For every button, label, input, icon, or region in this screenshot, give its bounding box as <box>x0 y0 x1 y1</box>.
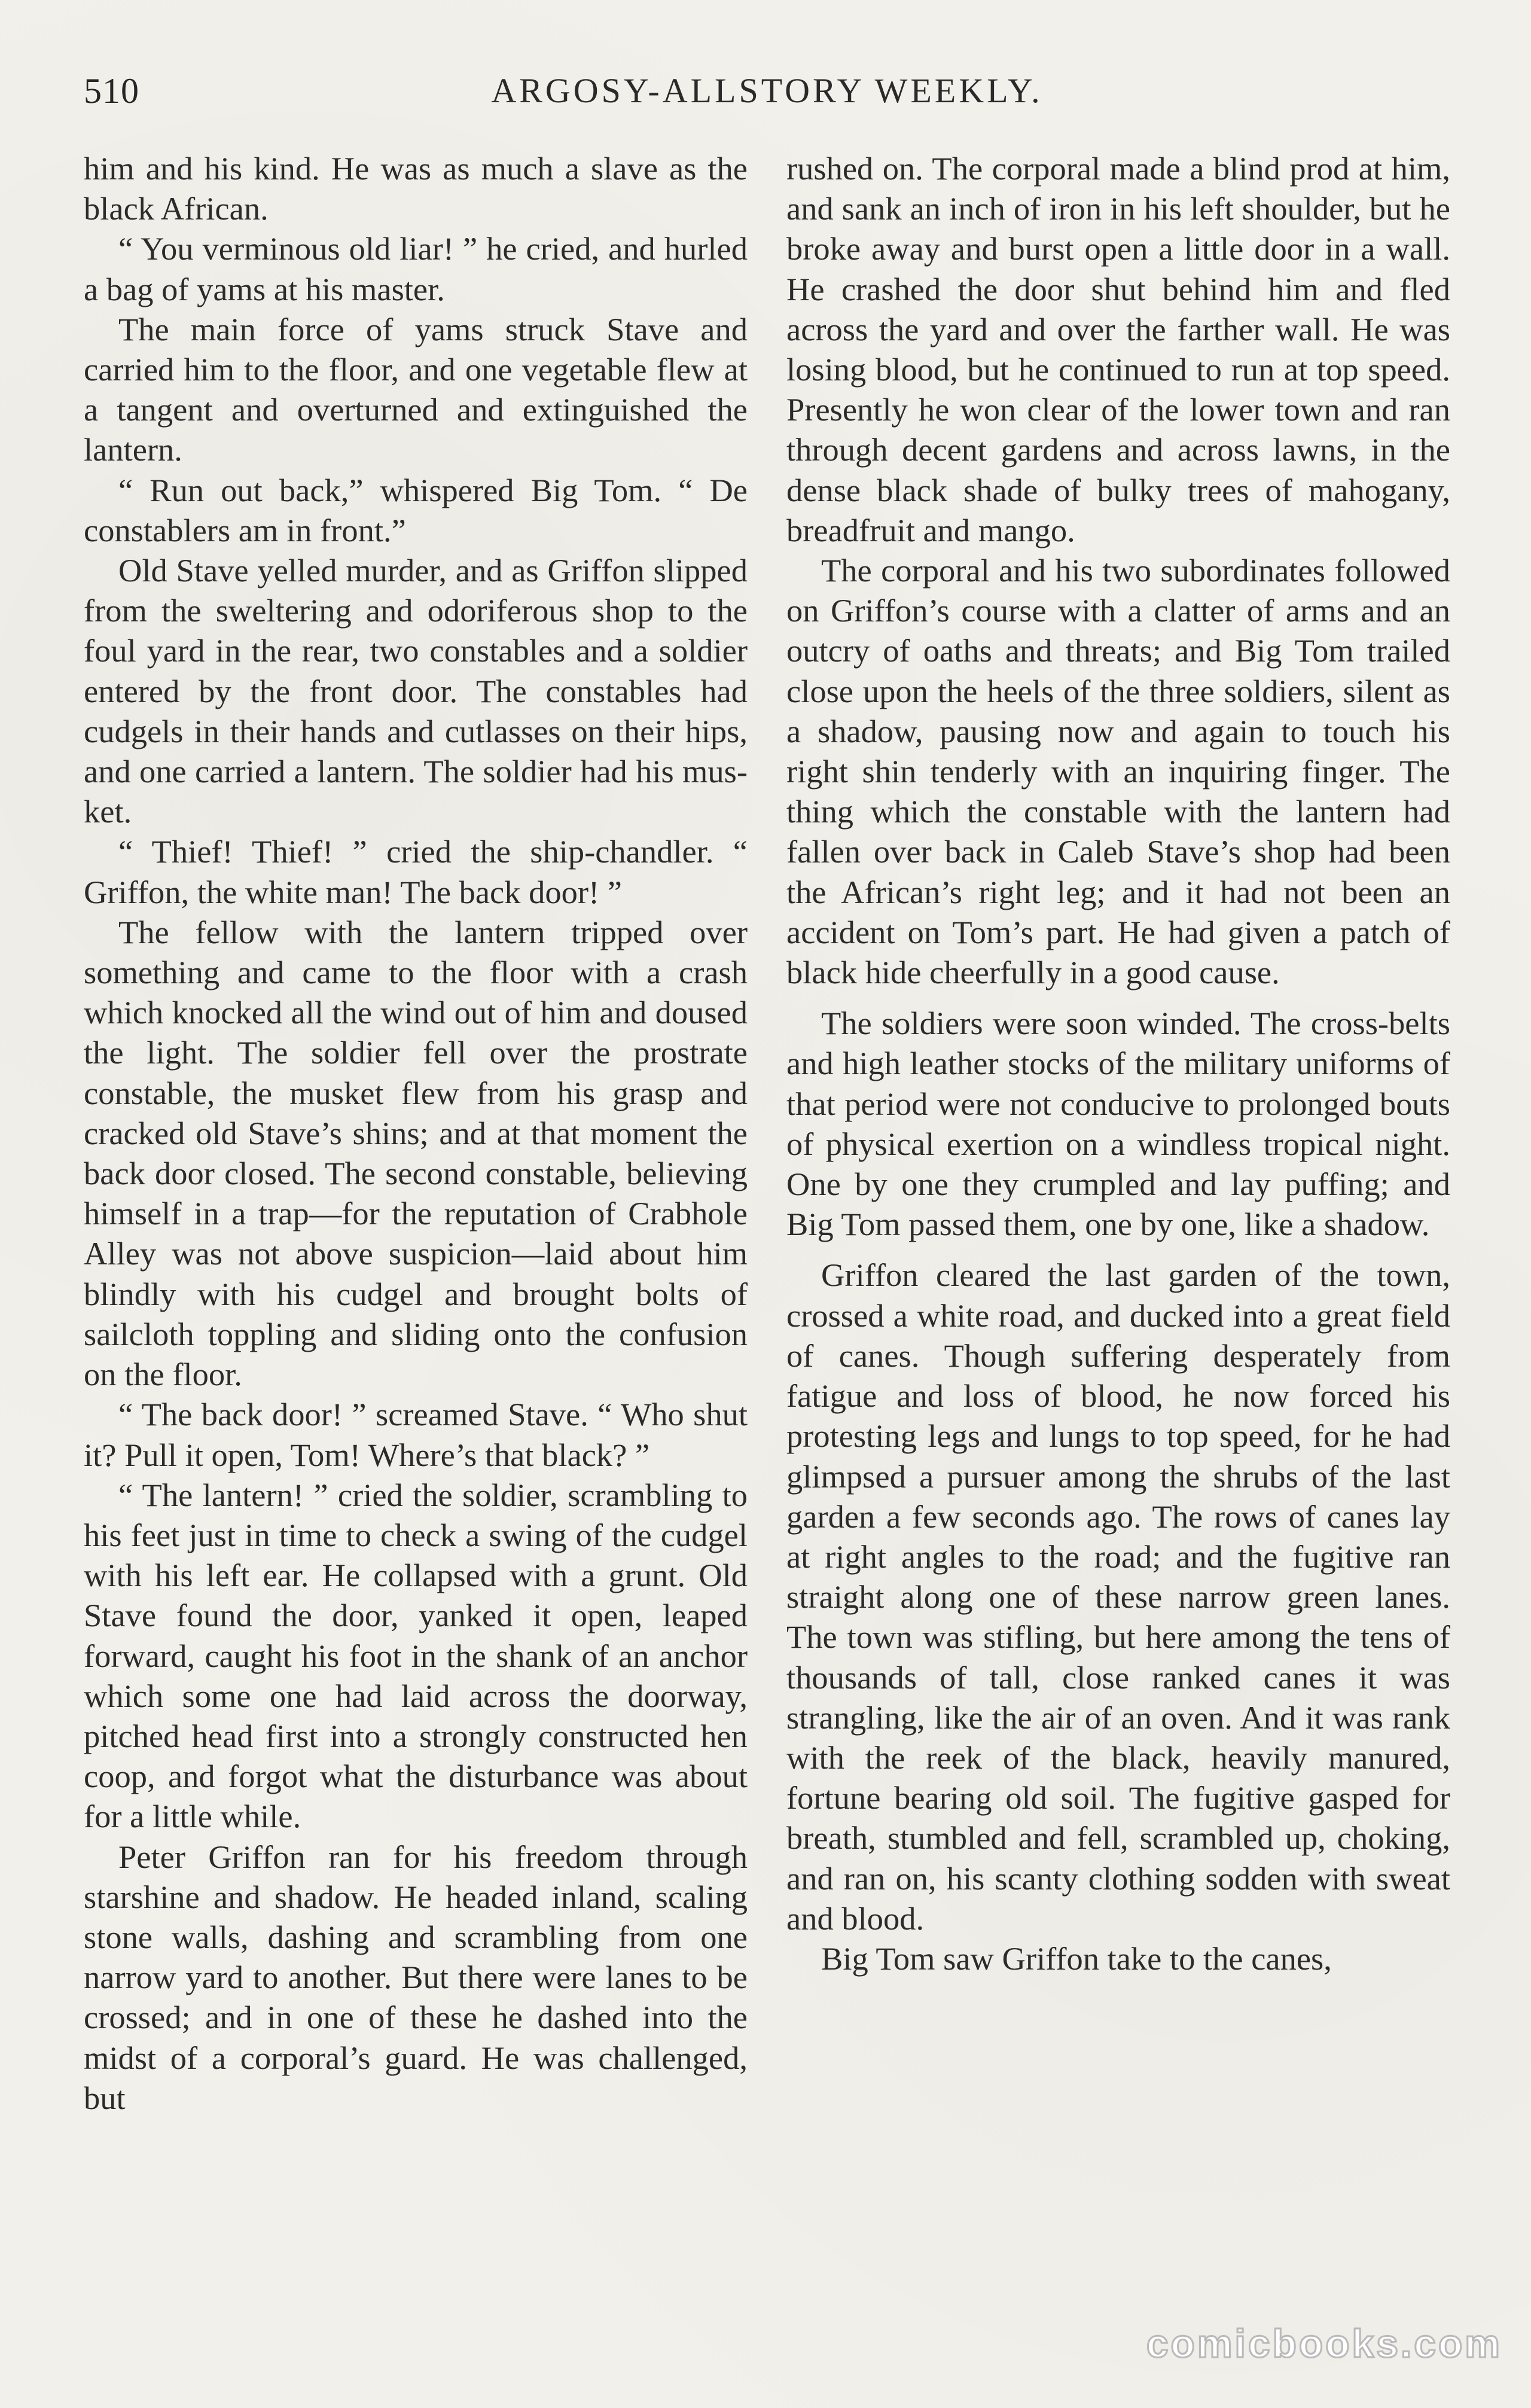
left-column <box>84 148 748 2118</box>
paragraph: Griffon cleared the last garden of the town, crossed a white road, and ducked into a great field of canes. Though suffering desperately from fatigue and loss of blood, he now forced his protesting legs and lungs to top speed, for he had glimpsed a pursuer among the shrubs of the last garden a few seconds ago. The rows of canes lay at right angles to the road; and the fugitive ran straight along one of these narrow green lanes. The town was stifling, but here among the tens of thousands of tall, close ranked canes it was strangling, like the air of an oven. And it was rank with the reek of the black, heavily manured, fortune bearing old soil. The fugitive gasped for breath, stumbled and fell, scrambled up, choking, and ran on, his scanty clothing sodden with sweat and blood. <box>786 1257 1450 1937</box>
paragraph: Old Stave yelled murder, and as Griffon slipped from the sweltering and odoriferous shop to the foul yard in the rear, two constables and a soldier entered by the front door. The constables had cudgels in their hands and cutlasses on their hips, and one carried a lantern. The soldier had his musket. <box>84 552 748 830</box>
running-head: ARGOSY-ALLSTORY WEEKLY. <box>491 71 1043 110</box>
paragraph: Peter Griffon ran for his freedom through starshine and shadow. He headed inland, scaling stone walls, dashing and scrambling from one narrow yard to another. But there were lanes to be crossed; and in one of these he dashed into the midst of a corporal’s guard. He was challenged, but <box>84 1838 748 2116</box>
paragraph: him and his kind. He was as much a slave as the black African. <box>84 150 748 227</box>
paragraph: The soldiers were soon winded. The cross-belts and high leather stocks of the military uniforms of that period were not conducive to prolonged bouts of physical exertion on a windless tropical night. One by one they crumpled and lay puffing; and Big Tom passed them, one by one, like a shadow. <box>786 1005 1450 1243</box>
page-header <box>84 71 1450 124</box>
paragraph: rushed on. The corporal made a blind prod at him, and sank an inch of iron in his left shoulder, but he broke away and burst open a little door in a wall. He crashed the door shut behind him and fled across the yard and over the farther wall. He was losing blood, but he continued to run at top speed. Presently he won clear of the lower town and ran through decent gardens and across lawns, in the dense black shade of bulky trees of mahogany, breadfruit and mango. <box>786 150 1450 548</box>
page-number: 510 <box>84 71 139 111</box>
paragraph: “ The back door! ” screamed Stave. “ Who shut it? Pull it open, Tom! Where’s that black? ” <box>84 1396 748 1473</box>
paragraph: The fellow with the lantern tripped over something and came to the floor with a crash which knocked all the wind out of him and doused the light. The soldier fell over the prostrate constable, the musket flew from his grasp and cracked old Stave’s shins; and at that moment the back door closed. The second constable, believing himself in a trap—for the reputation of Crabhole Alley was not above suspicion—laid about him blindly with his cudgel and brought bolts of sailcloth toppling and sliding onto the confusion on the floor. <box>84 913 748 1393</box>
paragraph: “ Thief! Thief! ” cried the ship-chandler. “ Griffon, the white man! The back door! ” <box>84 833 748 910</box>
watermark: comicbooks.com <box>1146 2321 1502 2366</box>
paragraph: The main force of yams struck Stave and carried him to the floor, and one vegetable flew at a tangent and overturned and extinguished the lantern. <box>84 310 748 468</box>
right-column <box>786 148 1450 1979</box>
paragraph: “ The lantern! ” cried the soldier, scrambling to his feet just in time to check a swing of the cudgel with his left ear. He collapsed with a grunt. Old Stave found the door, yanked it open, leaped forward, caught his foot in the shank of an anchor which some one had laid across the doorway, pitched head first into a strongly constructed hen coop, and forgot what the disturbance was about for a little while. <box>84 1476 748 1835</box>
paragraph: Big Tom saw Griffon take to the canes, <box>821 1940 1332 1977</box>
paragraph: “ Run out back,” whispered Big Tom. “ De constablers am in front.” <box>84 471 748 548</box>
paragraph: The corporal and his two subordinates followed on Griffon’s course with a clatter of arms and an outcry of oaths and threats; and Big Tom trailed close upon the heels of the three soldiers, silent as a shadow, pausing now and again to touch his right shin tenderly with an inquiring finger. The thing which the constable with the lantern had fallen over back in Caleb Stave’s shop had been the African’s right leg; and it had not been an accident on Tom’s part. He had given a patch of black hide cheerfully in a good cause. <box>786 552 1450 991</box>
paragraph: “ You verminous old liar! ” he cried, and hurled a bag of yams at his master. <box>84 230 748 307</box>
